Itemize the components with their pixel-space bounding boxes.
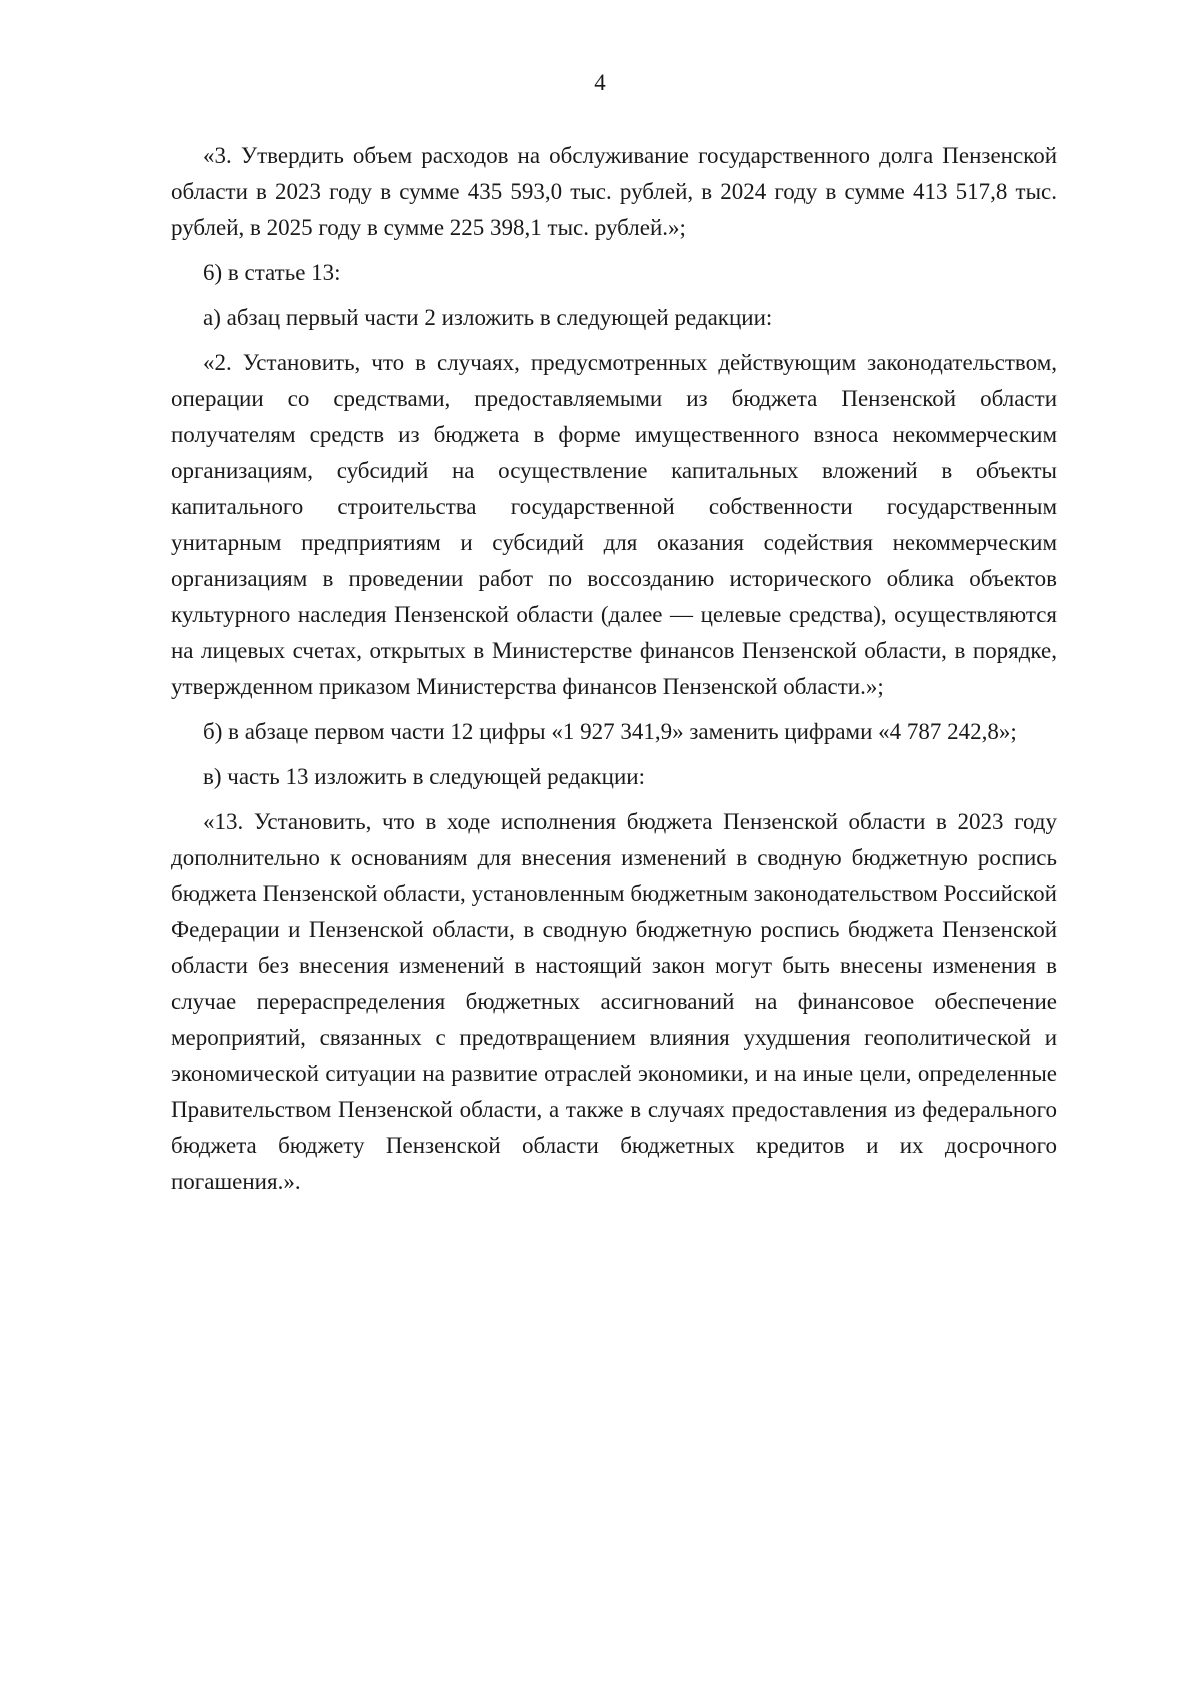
paragraph-part-13-text: «13. Установить, что в ходе исполнения бюджета Пензенской области в 2023 году дополнительно к основаниям для внесения изменений в сводную бюджетную роспись бюджета Пензенской области, установленным бюджетным законодательством Российской Федерации и Пензенской области, в сводную бюджетную роспись бюджета Пензенской области без внесения изменений в настоящий закон могут быть внесены изменения в случае перераспределения бюджетных ассигнований на финансовое обеспечение мероприятий, связанных с предотвращением влияния ухудшения геополитической и экономической ситуации на развитие отраслей экономики, и на иные цели, определенные Правительством Пензенской области, а также в случаях предоставления из федерального бюджета бюджету Пензенской области бюджетных кредитов и их досрочного погашения.».	[171, 809, 1057, 1194]
document-body	[171, 138, 1057, 1209]
paragraph-article-3-debt-service: «3. Утвердить объем расходов на обслуживание государственного долга Пензенской области в 2023 году в сумме 435 593,0 тыс. рублей, в 2024 году в сумме 413 517,8 тыс. рублей, в 2025 году в сумме 225 398,1 тыс. рублей.»;	[171, 143, 1057, 240]
paragraph-part-2-text: «2. Установить, что в случаях, предусмотренных действующим законодательством, операции со средствами, предоставляемыми из бюджета Пензенской области получателям средств из бюджета в форме имущественного взноса некоммерческим организациям, субсидий на осуществление капитальных вложений в объекты капитального строительства государственной собственности государственным унитарным предприятиям и субсидий для оказания содействия некоммерческим организациям в проведении работ по воссозданию исторического облика объектов культурного наследия Пензенской области (далее — целевые средства), осуществляются на лицевых счетах, открытых в Министерстве финансов Пензенской области, в порядке, утвержденном приказом Министерства финансов Пензенской области.»;	[171, 350, 1057, 699]
paragraph-item-6-article-13: 6) в статье 13:	[203, 260, 341, 285]
paragraph-subitem-a: а) абзац первый части 2 изложить в следующей редакции:	[203, 305, 773, 330]
page-number: 4	[594, 70, 606, 95]
paragraph-subitem-v: в) часть 13 изложить в следующей редакции:	[203, 764, 645, 789]
paragraph-subitem-b: б) в абзаце первом части 12 цифры «1 927 341,9» заменить цифрами «4 787 242,8»;	[203, 719, 1017, 744]
